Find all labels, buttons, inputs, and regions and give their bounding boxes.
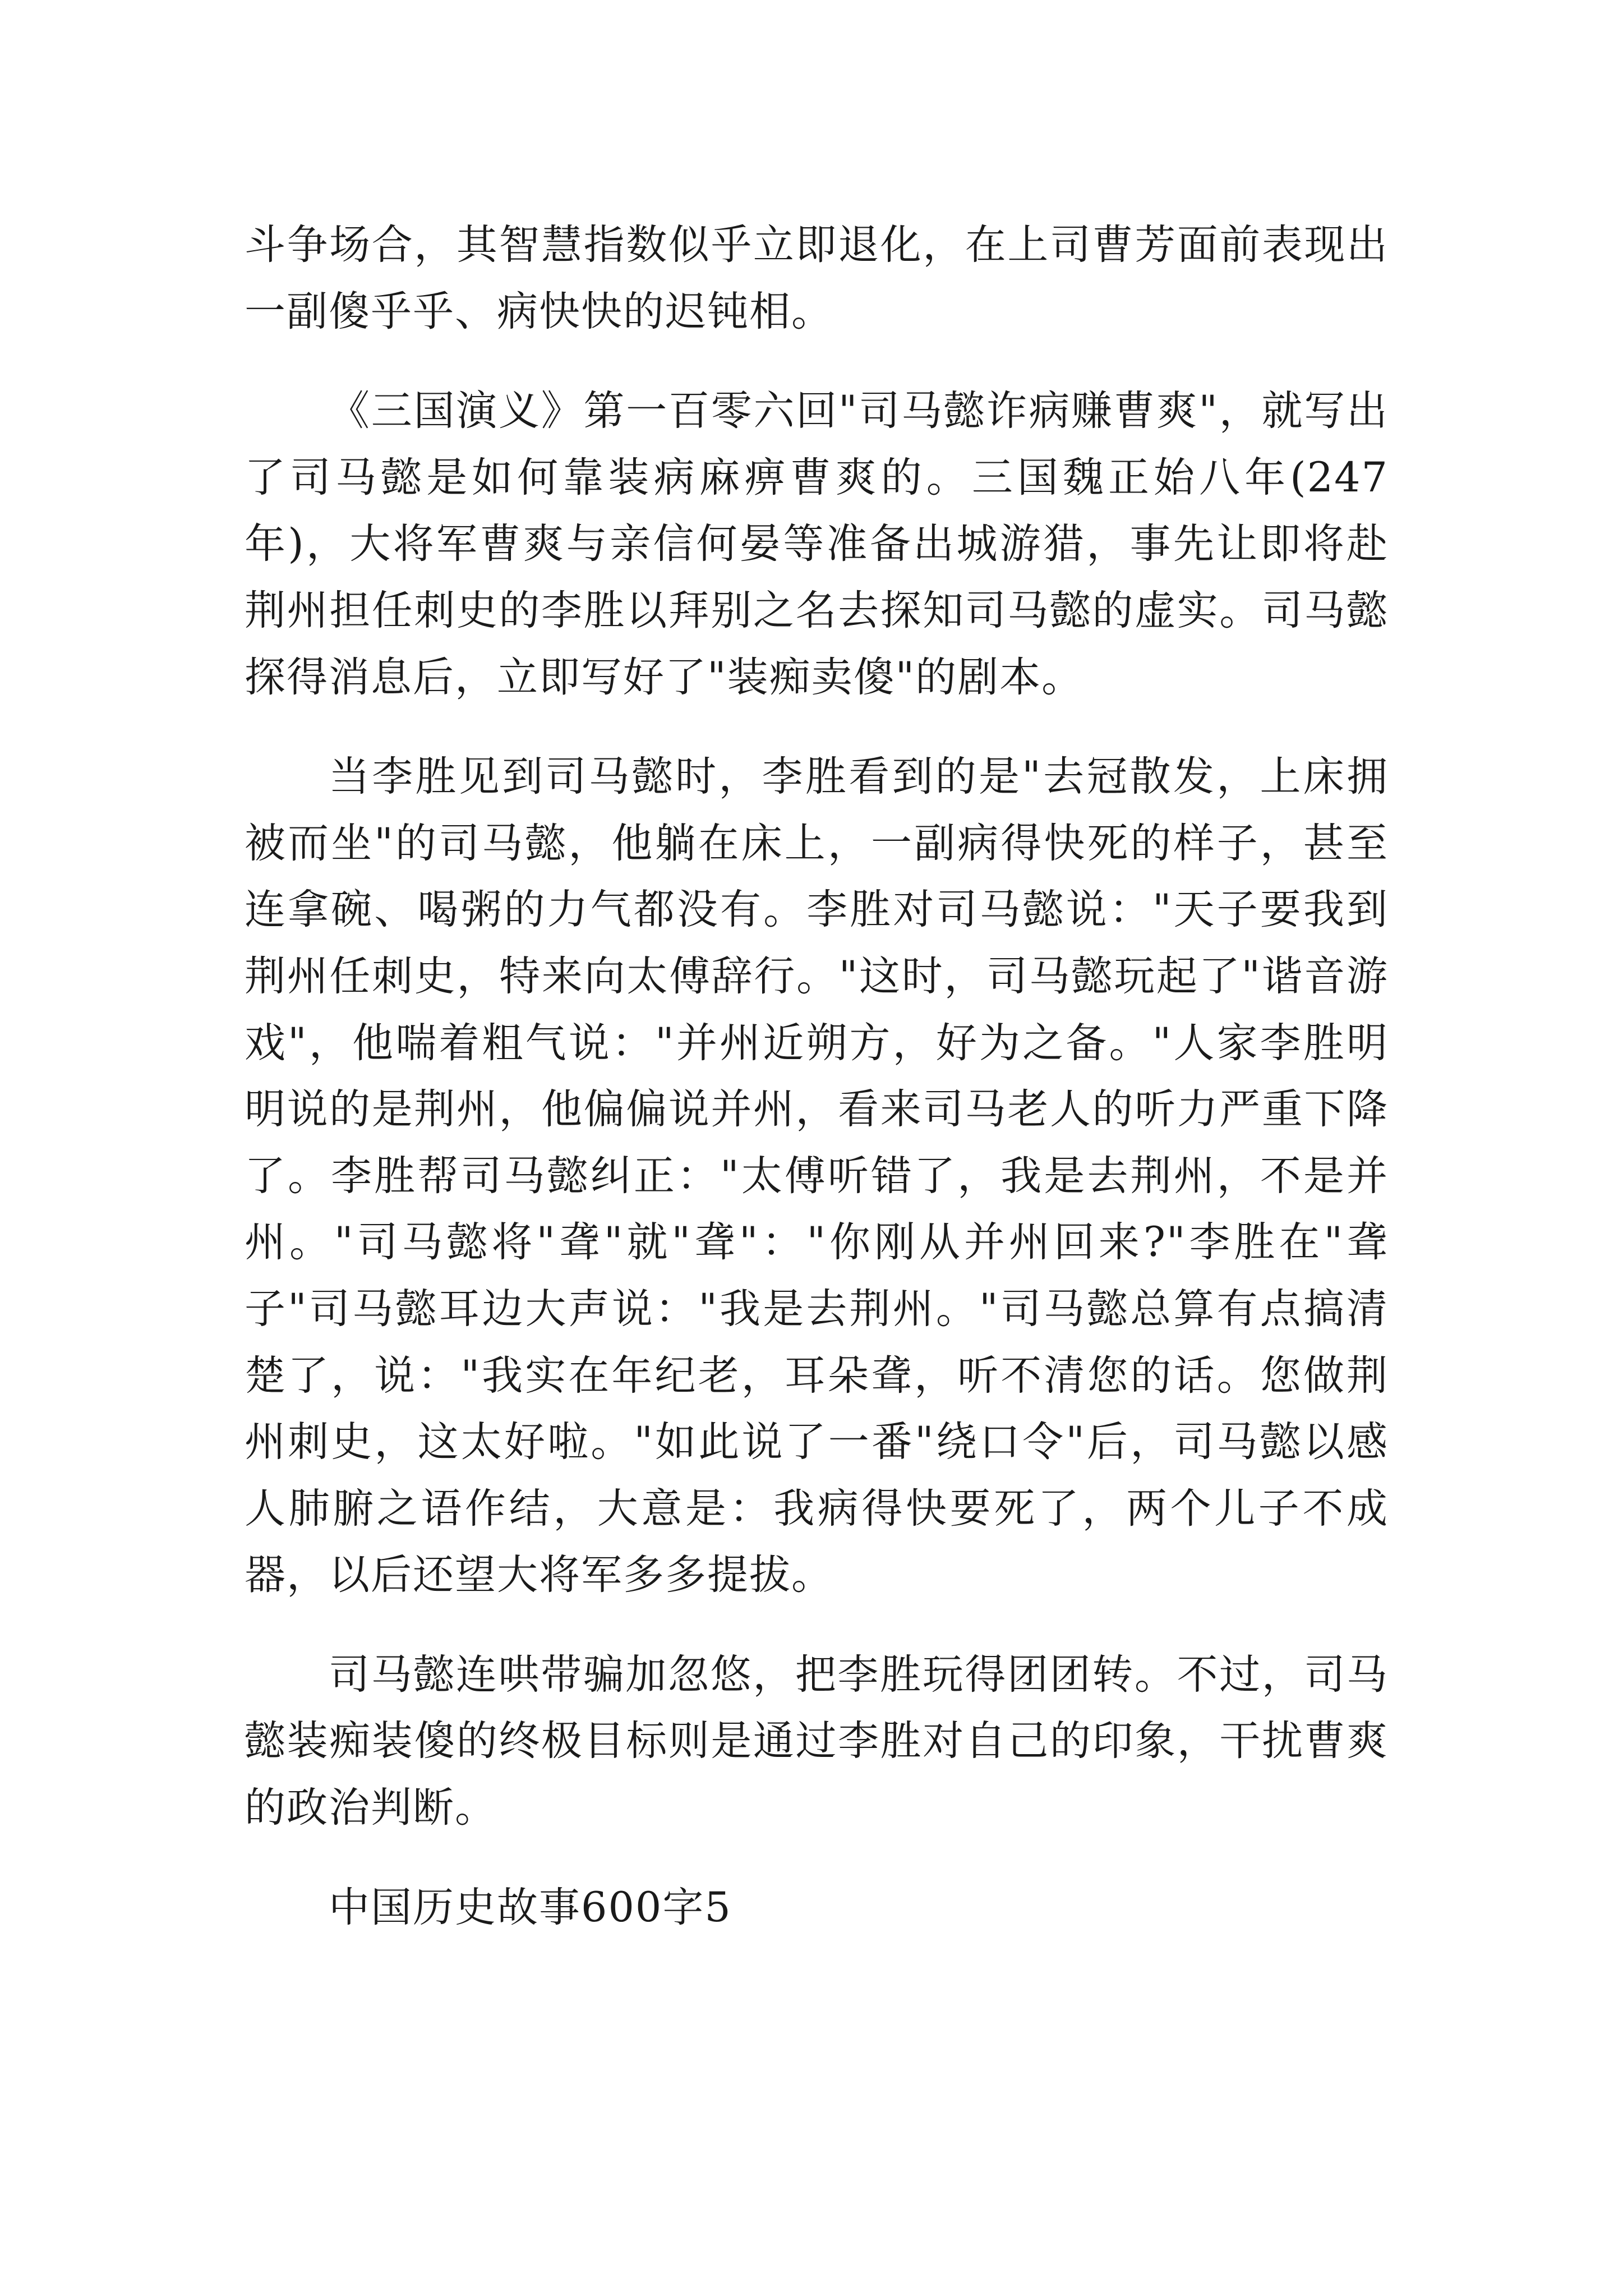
paragraph-continuation: 斗争场合，其智慧指数似乎立即退化，在上司曹芳面前表现出一副傻乎乎、病快快的迟钝相。 [245, 221, 1389, 335]
document-body [245, 212, 1389, 1941]
paragraph-sima-yi-feigns-illness: 《三国演义》第一百零六回"司马懿诈病赚曹爽"，就写出了司马懿是如何靠装病麻痹曹爽的。三国魏正始八年(247年)，大将军曹爽与亲信何晏等准备出城游猎，事先让即将赴荆州担任刺史的李胜以拜别之名去探知司马懿的虚实。司马懿探得消息后，立即写好了"装痴卖傻"的剧本。 [245, 387, 1389, 701]
paragraph-conclusion: 司马懿连哄带骗加忽悠，把李胜玩得团团转。不过，司马懿装痴装傻的终极目标则是通过李胜对自己的印象，干扰曹爽的政治判断。 [245, 1650, 1389, 1832]
paragraph-li-sheng-visit: 当李胜见到司马懿时，李胜看到的是"去冠散发，上床拥被而坐"的司马懿，他躺在床上，一副病得快死的样子，甚至连拿碗、喝粥的力气都没有。李胜对司马懿说："天子要我到荆州任刺史，特来向太傅辞行。"这时，司马懿玩起了"谐音游戏"，他喘着粗气说："并州近朔方，好为之备。"人家李胜明明说的是荆州，他偏偏说并州，看来司马老人的听力严重下降了。李胜帮司马懿纠正："太傅听错了，我是去荆州，不是并州。"司马懿将"聋"就"聋"："你刚从并州回来?"李胜在"聋子"司马懿耳边大声说："我是去荆州。"司马懿总算有点搞清楚了，说："我实在年纪老，耳朵聋，听不清您的话。您做荆州刺史，这太好啦。"如此说了一番"绕口令"后，司马懿以感人肺腑之语作结，大意是：我病得快要死了，两个儿子不成器，以后还望大将军多多提拔。 [245, 753, 1389, 1599]
section-heading: 中国历史故事600字5 [329, 1883, 732, 1931]
